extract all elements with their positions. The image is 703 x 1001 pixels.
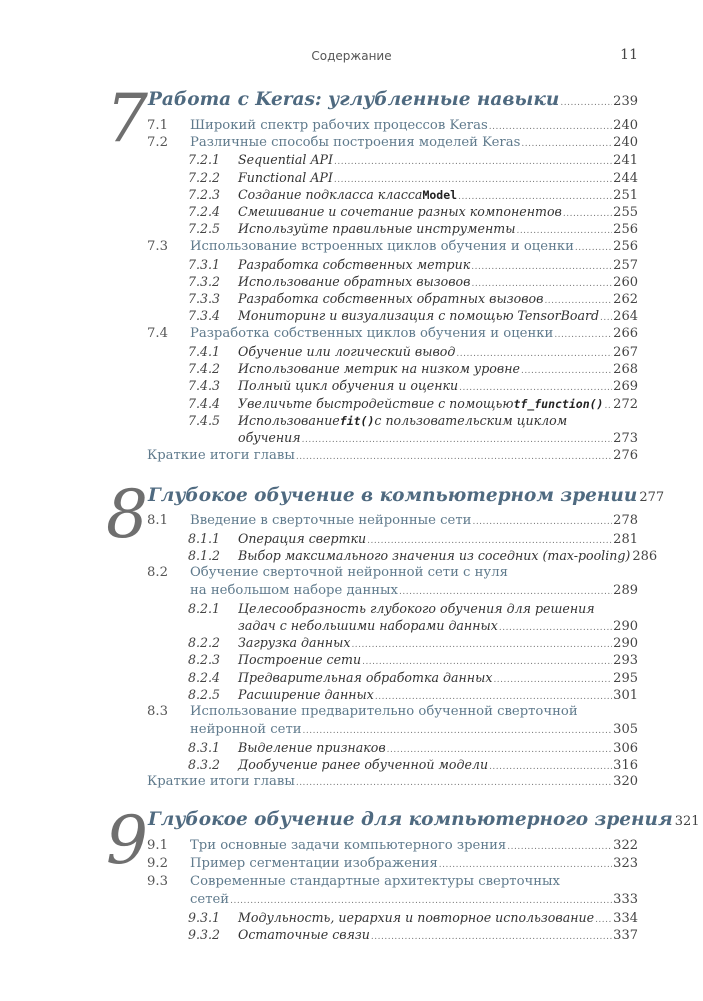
subsection-title: Создание подкласса класса xyxy=(238,187,423,202)
summary-title: Краткие итоги главы xyxy=(147,448,295,463)
section-number: 9.2 xyxy=(147,856,168,871)
page-ref: 272 xyxy=(613,397,638,412)
subsection-title: Sequential API xyxy=(238,152,333,167)
page-ref: 268 xyxy=(613,362,638,377)
subsection-title: Использование обратных вызовов xyxy=(238,274,471,289)
section-title: Обучение сверточной нейронной сети с нуля xyxy=(190,565,508,580)
page-ref: 273 xyxy=(613,431,638,446)
subsection-title: Операция свертки xyxy=(238,531,367,546)
code-term: tf_function() xyxy=(513,397,604,411)
chapter-page: 321 xyxy=(674,814,700,829)
running-header-title: Содержание xyxy=(311,49,392,63)
toc-entry-8-summary[interactable] xyxy=(147,773,638,790)
code-term: Model xyxy=(422,188,458,202)
section-title: Современные стандартные архитектуры сверточных xyxy=(190,874,560,889)
subsection-title: Предварительная обработка данных xyxy=(238,670,493,685)
page-ref: 244 xyxy=(613,171,638,186)
subsection-number: 7.2.4 xyxy=(188,204,221,219)
subsection-title: Полный цикл обучения и оценки xyxy=(238,378,459,393)
page-number: 11 xyxy=(620,47,638,63)
page-ref: 301 xyxy=(613,688,638,703)
section-title: Использование предварительно обученной сверточной xyxy=(190,704,578,719)
page-ref: 281 xyxy=(613,532,638,547)
toc-entry-8-3-2[interactable] xyxy=(188,756,638,773)
toc-entry-9-3-1[interactable] xyxy=(188,909,638,926)
toc-entry-7-3[interactable] xyxy=(147,238,638,255)
section-number: 9.1 xyxy=(147,838,168,853)
section-number: 7.1 xyxy=(147,118,168,133)
chapter-title: Работа с Keras: углубленные навыки xyxy=(148,89,560,110)
toc-entry-7-2-5[interactable] xyxy=(188,220,638,237)
section-title: Использование встроенных циклов обучения и оценки xyxy=(190,239,574,254)
page-ref: 337 xyxy=(613,928,638,943)
section-title: Широкий спектр рабочих процессов Keras xyxy=(190,118,488,133)
page-ref: 320 xyxy=(613,774,638,789)
subsection-number: 7.2.1 xyxy=(188,152,221,167)
dot-leader xyxy=(554,327,612,344)
dot-leader xyxy=(399,584,612,601)
subsection-number: 7.3.2 xyxy=(188,274,221,289)
subsection-title-cont: с пользовательским циклом xyxy=(374,413,568,428)
chapter-title: Глубокое обучение в компьютерном зрении xyxy=(148,485,638,506)
subsection-title: Использование метрик на низком уровне xyxy=(238,361,520,376)
subsection-title: Увеличьте быстродействие с помощью xyxy=(238,396,514,411)
dot-leader xyxy=(439,857,612,874)
section-title-line2: нейронной сети xyxy=(190,722,302,737)
section-title: Различные способы построения моделей Keras xyxy=(190,135,521,150)
toc-entry-7-3-4[interactable] xyxy=(188,307,638,324)
subsection-title-line2: задач с небольшими наборами данных xyxy=(238,618,498,633)
section-number: 8.1 xyxy=(147,513,168,528)
subsection-title: Использование xyxy=(238,413,340,428)
toc-entry-8-2-2[interactable] xyxy=(188,634,638,651)
page-ref: 290 xyxy=(613,636,638,651)
toc-entry-9-2[interactable] xyxy=(147,855,638,872)
page-ref: 256 xyxy=(613,222,638,237)
toc-entry-7-2[interactable] xyxy=(147,134,638,151)
toc-entry-8-3[interactable] xyxy=(147,703,638,720)
toc-entry-7-1[interactable] xyxy=(147,117,638,134)
subsection-title-line2: обучения xyxy=(238,430,301,445)
toc-entry-8-1[interactable] xyxy=(147,512,638,529)
dot-leader xyxy=(507,839,612,856)
section-number: 7.2 xyxy=(147,135,168,150)
toc-entry-7-3-3[interactable] xyxy=(188,290,638,307)
subsection-number: 8.2.1 xyxy=(188,601,221,616)
subsection-title: Выбор максимального значения из соседних (max-pooling) xyxy=(238,548,631,563)
subsection-number: 7.2.2 xyxy=(188,170,221,185)
chapter-title-row[interactable] xyxy=(148,485,665,509)
subsection-number: 7.4.3 xyxy=(188,378,221,393)
toc-entry-7-4-5[interactable] xyxy=(188,412,638,429)
subsection-number: 8.2.2 xyxy=(188,635,221,650)
subsection-title: Остаточные связи xyxy=(238,927,370,942)
page-ref: 257 xyxy=(613,258,638,273)
subsection-number: 7.4.2 xyxy=(188,361,221,376)
subsection-title: Дообучение ранее обученной модели xyxy=(238,757,489,772)
dot-leader xyxy=(472,514,612,531)
toc-entry-7-summary[interactable] xyxy=(147,447,638,464)
page-ref: 322 xyxy=(613,838,638,853)
dot-leader xyxy=(560,98,612,108)
subsection-number: 7.2.3 xyxy=(188,187,221,202)
page-ref: 293 xyxy=(613,653,638,668)
subsection-number: 7.4.1 xyxy=(188,344,221,359)
page-ref: 240 xyxy=(613,135,638,150)
page-ref: 278 xyxy=(613,513,638,528)
subsection-title: Модульность, иерархия и повторное использование xyxy=(238,910,595,925)
section-title: Разработка собственных циклов обучения и оценки xyxy=(190,326,554,341)
page-ref: 305 xyxy=(613,722,638,737)
subsection-title: Загрузка данных xyxy=(238,635,351,650)
toc-entry-7-4-1[interactable] xyxy=(188,343,638,360)
page-ref: 264 xyxy=(613,309,638,324)
chapter-number: 8 xyxy=(106,476,148,553)
subsection-number: 8.3.1 xyxy=(188,740,221,755)
subsection-number: 8.2.5 xyxy=(188,687,221,702)
toc-entry-8-3-1[interactable] xyxy=(188,739,638,756)
subsection-number: 9.3.2 xyxy=(188,927,221,942)
page-ref: 306 xyxy=(613,741,638,756)
toc-entry-7-4-4[interactable] xyxy=(188,395,638,412)
subsection-number: 8.1.2 xyxy=(188,548,221,563)
subsection-number: 7.3.3 xyxy=(188,291,221,306)
toc-entry-7-4-3[interactable] xyxy=(188,377,638,394)
subsection-number: 7.4.4 xyxy=(188,396,221,411)
subsection-number: 8.3.2 xyxy=(188,757,221,772)
section-title: Введение в сверточные нейронные сети xyxy=(190,513,472,528)
page-ref: 262 xyxy=(613,292,638,307)
page-ref: 286 xyxy=(632,549,658,564)
page-ref: 269 xyxy=(613,379,638,394)
toc-entry-7-4[interactable] xyxy=(147,325,638,342)
subsection-number: 8.1.1 xyxy=(188,531,221,546)
page-ref: 316 xyxy=(613,758,638,773)
page-ref: 251 xyxy=(613,188,638,203)
subsection-title: Разработка собственных обратных вызовов xyxy=(238,291,544,306)
page-ref: 256 xyxy=(613,239,638,254)
subsection-number: 8.2.4 xyxy=(188,670,221,685)
page-ref: 290 xyxy=(613,619,638,634)
toc-entry-7-2-2[interactable] xyxy=(188,169,638,186)
page-ref: 260 xyxy=(613,275,638,290)
summary-title: Краткие итоги главы xyxy=(147,774,295,789)
dot-leader xyxy=(575,240,612,257)
section-number: 9.3 xyxy=(147,874,168,889)
page-ref: 289 xyxy=(613,583,638,598)
page-ref: 241 xyxy=(613,153,638,168)
toc-entry-8-1-1[interactable] xyxy=(188,530,638,547)
toc-entry-9-3[interactable] xyxy=(147,873,638,890)
subsection-number: 7.3.1 xyxy=(188,257,221,272)
toc-entry-9-1[interactable] xyxy=(147,837,638,854)
subsection-title: Используйте правильные инструменты xyxy=(238,221,516,236)
page-ref: 240 xyxy=(613,118,638,133)
dot-leader xyxy=(296,775,612,792)
page-ref: 267 xyxy=(613,345,638,360)
toc-entry-9-3-2[interactable] xyxy=(188,926,638,943)
page-ref: 323 xyxy=(613,856,638,871)
page-ref: 333 xyxy=(613,892,638,907)
subsection-title: Обучение или логический вывод xyxy=(238,344,456,359)
subsection-title: Мониторинг и визуализация с помощью TensorBoard xyxy=(238,308,600,323)
subsection-title: Расширение данных xyxy=(238,687,374,702)
section-number: 7.3 xyxy=(147,239,168,254)
subsection-title: Целесообразность глубокого обучения для решения xyxy=(238,601,595,616)
toc-entry-8-2-1[interactable] xyxy=(188,600,638,617)
chapter-title-row[interactable] xyxy=(148,809,700,833)
subsection-title: Выделение признаков xyxy=(238,740,386,755)
subsection-title: Смешивание и сочетание разных компонентов xyxy=(238,204,562,219)
toc-entry-8-3-line2[interactable] xyxy=(190,721,638,738)
toc-entry-8-2-line2[interactable] xyxy=(190,582,638,599)
subsection-number: 9.3.1 xyxy=(188,910,221,925)
code-term: fit() xyxy=(339,414,375,428)
toc-entry-8-1-2[interactable] xyxy=(188,547,658,564)
dot-leader xyxy=(371,929,612,946)
dot-leader xyxy=(296,449,612,466)
dot-leader xyxy=(230,893,612,910)
toc-entry-7-2-3[interactable] xyxy=(188,186,638,203)
subsection-number: 7.2.5 xyxy=(188,221,221,236)
chapter-number: 9 xyxy=(106,802,148,879)
toc-entry-8-2-4[interactable] xyxy=(188,669,638,686)
chapter-page: 277 xyxy=(639,490,665,505)
toc-entry-8-2-5[interactable] xyxy=(188,686,638,703)
dot-leader xyxy=(303,723,613,740)
subsection-title: Разработка собственных метрик xyxy=(238,257,471,272)
toc-entry-7-4-5-line2[interactable] xyxy=(238,429,638,446)
toc-entry-8-2-1-line2[interactable] xyxy=(238,617,638,634)
toc-entry-8-2-3[interactable] xyxy=(188,651,638,668)
subsection-number: 7.4.5 xyxy=(188,413,221,428)
toc-entry-9-3-line2[interactable] xyxy=(190,891,638,908)
toc-entry-7-2-4[interactable] xyxy=(188,203,638,220)
chapter-title-row[interactable] xyxy=(148,89,638,113)
subsection-title: Functional API xyxy=(238,170,333,185)
subsection-number: 8.2.3 xyxy=(188,652,221,667)
section-number: 8.3 xyxy=(147,704,168,719)
toc-entry-7-3-2[interactable] xyxy=(188,273,638,290)
section-title-line2: на небольшом наборе данных xyxy=(190,583,398,598)
section-number: 8.2 xyxy=(147,565,168,580)
subsection-number: 7.3.4 xyxy=(188,308,221,323)
page-ref: 255 xyxy=(613,205,638,220)
page-ref: 295 xyxy=(613,671,638,686)
page-ref: 276 xyxy=(613,448,638,463)
toc-entry-8-2[interactable] xyxy=(147,564,638,581)
chapter-title: Глубокое обучение для компьютерного зрения xyxy=(148,809,673,830)
section-title-line2: сетей xyxy=(190,892,230,907)
page-ref: 334 xyxy=(613,911,638,926)
section-title: Пример сегментации изображения xyxy=(190,856,438,871)
chapter-page: 239 xyxy=(613,94,638,109)
section-number: 7.4 xyxy=(147,326,168,341)
section-title: Три основные задачи компьютерного зрения xyxy=(190,838,507,853)
chapter-number: 7 xyxy=(106,80,148,157)
toc-entry-7-3-1[interactable] xyxy=(188,256,638,273)
toc-entry-7-2-1[interactable] xyxy=(188,151,638,168)
toc-entry-7-4-2[interactable] xyxy=(188,360,638,377)
page-ref: 266 xyxy=(613,326,638,341)
subsection-title: Построение сети xyxy=(238,652,362,667)
